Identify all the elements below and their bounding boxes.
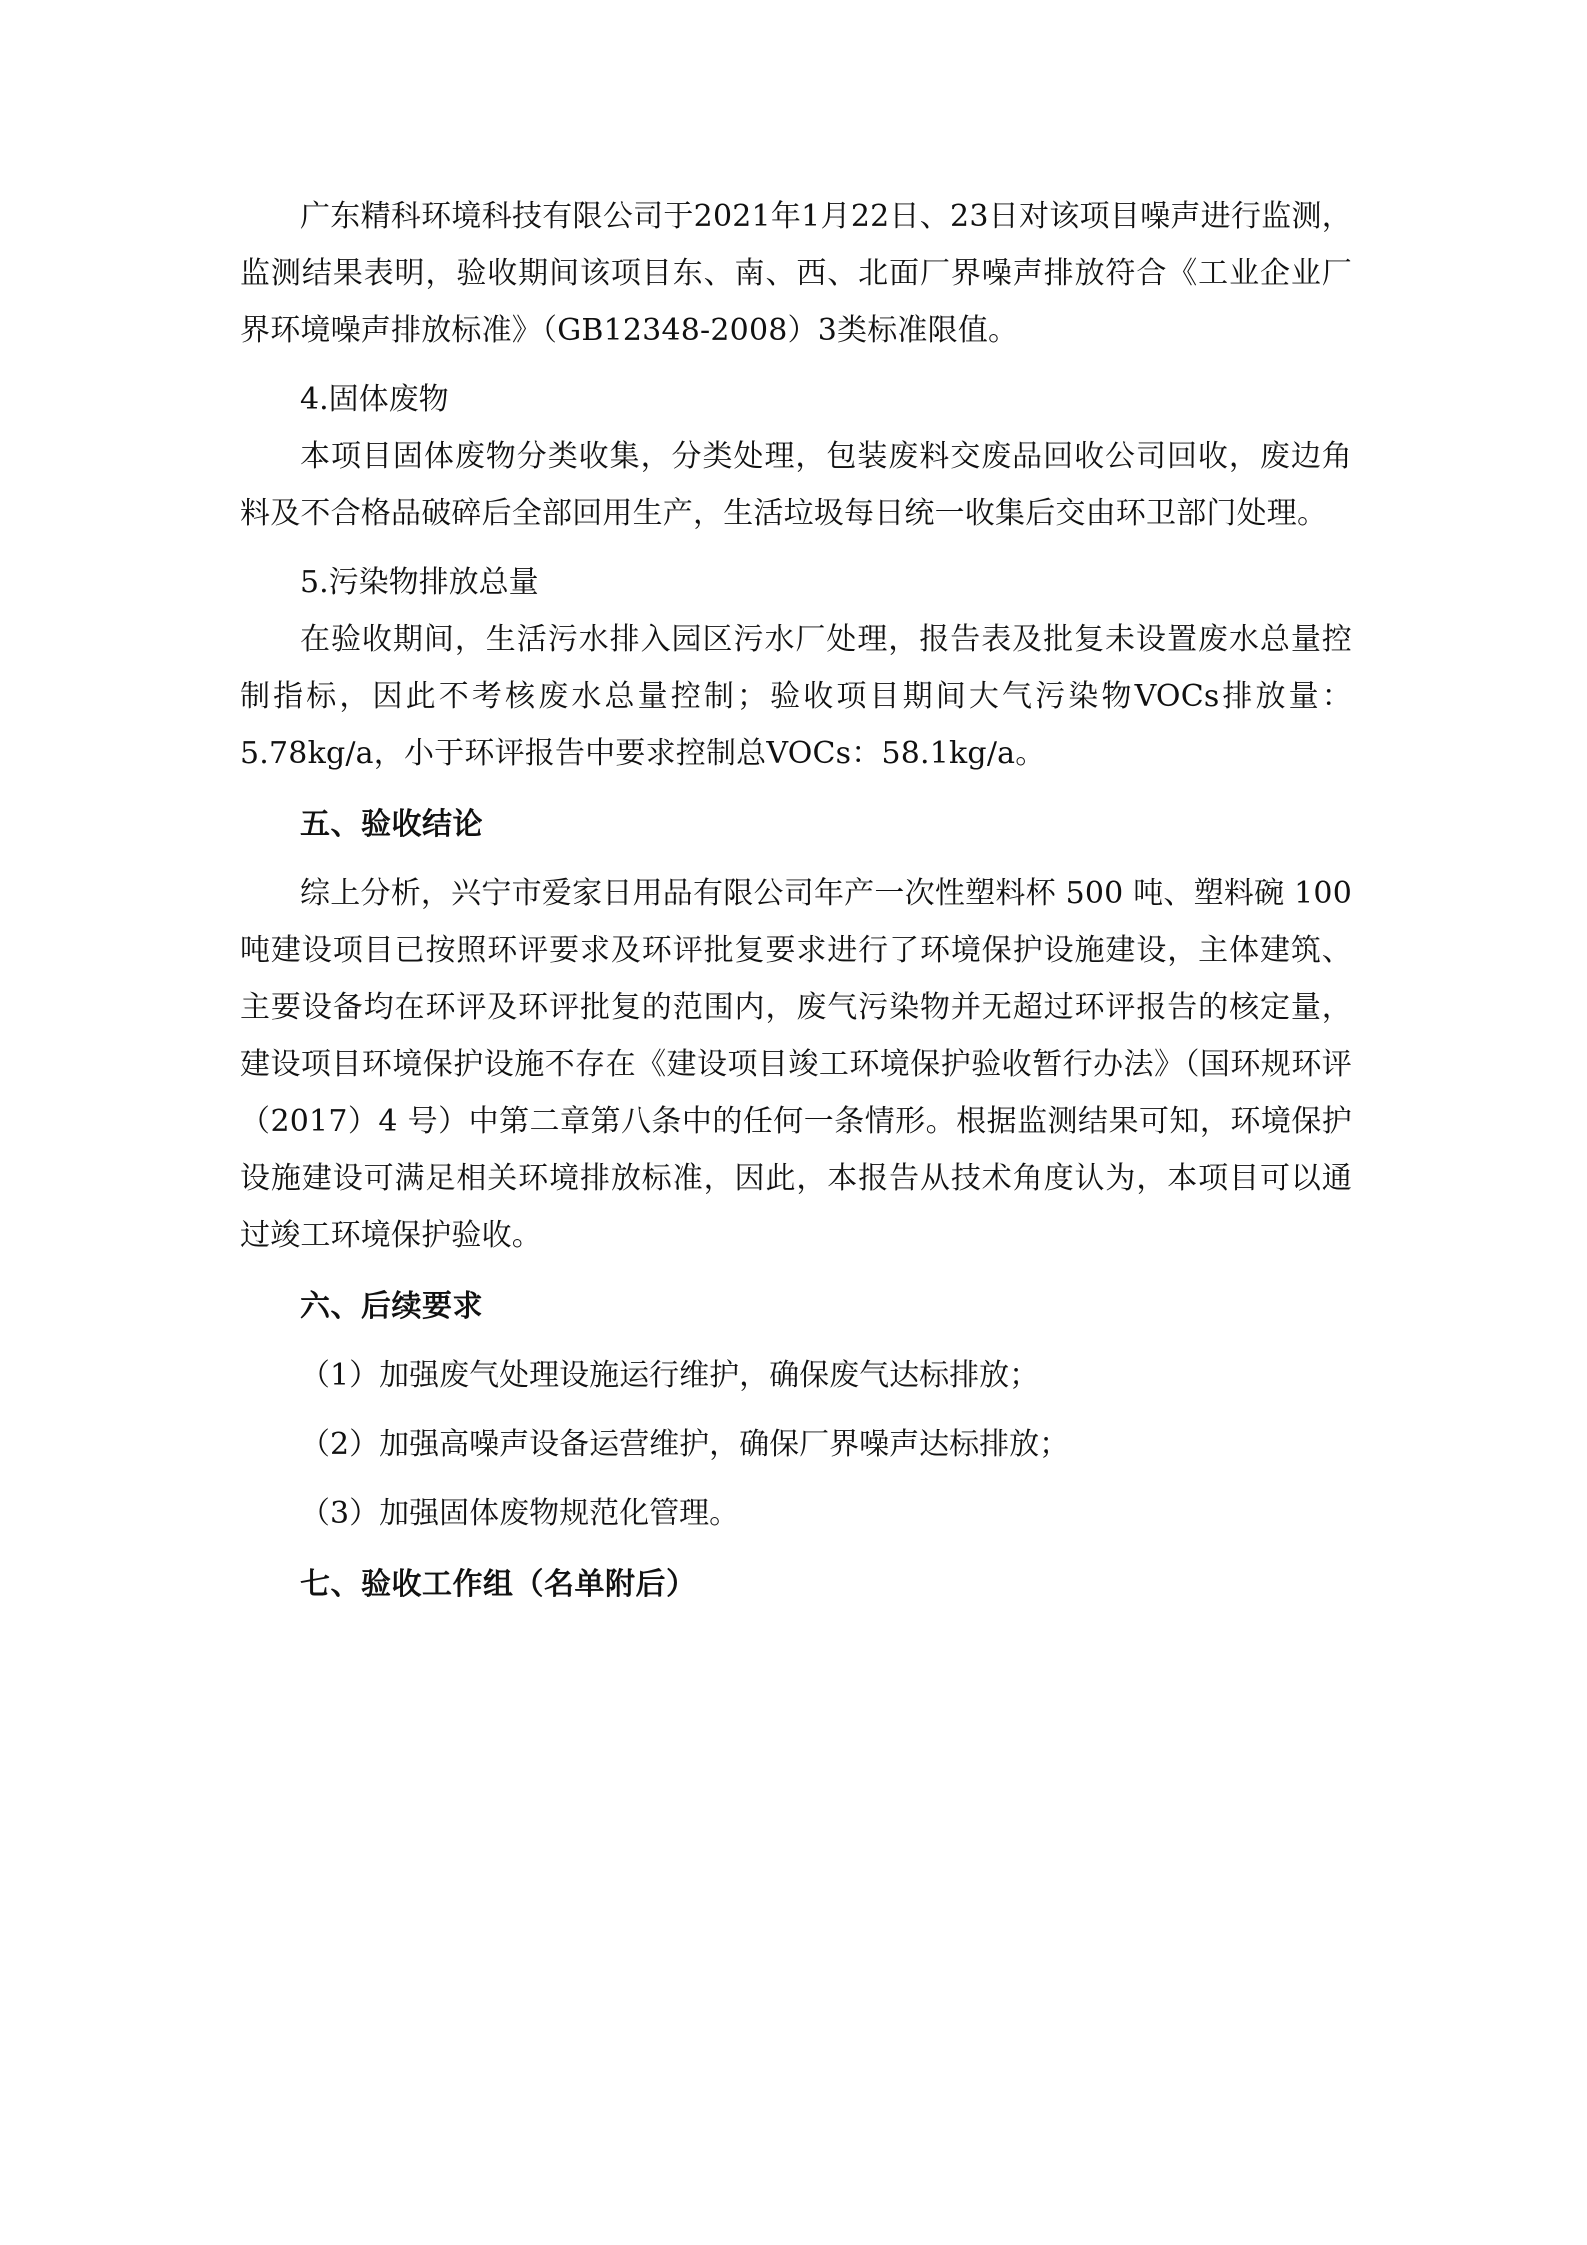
spacer xyxy=(240,1542,1352,1556)
section-5-heading: 五、验收结论 xyxy=(300,807,483,842)
spacer xyxy=(240,1264,1352,1278)
follow-up-item-3: （3）加强固体废物规范化管理。 xyxy=(300,1496,740,1531)
section-7-heading: 七、验收工作组（名单附后） xyxy=(300,1567,697,1602)
section-6-heading: 六、后续要求 xyxy=(300,1289,483,1324)
noise-monitoring-paragraph: 广东精科环境科技有限公司于2021年1月22日、23日对该项目噪声进行监测，监测结果表明，验收期间该项目东、南、西、北面厂界噪声排放符合《工业企业厂界环境噪声排放标准》（GB12348-2008）3类标准限值。 xyxy=(240,199,1352,348)
follow-up-item-2: （2）加强高噪声设备运营维护，确保厂界噪声达标排放； xyxy=(300,1427,1070,1462)
acceptance-conclusion-paragraph: 综上分析，兴宁市爱家日用品有限公司年产一次性塑料杯 500 吨、塑料碗 100 吨建设项目已按照环评要求及环评批复要求进行了环境保护设施建设，主体建筑、主要设备均在环评及环评批复的范围内，废气污染物并无超过环评报告的核定量，建设项目环境保护设施不存在《建设项目竣工环境保护验收暂行办法》（国环规环评（2017）4 号）中第二章第八条中的任何一条情形。根据监测结果可知，环境保护设施建设可满足相关环境排放标准，因此，本报告从技术角度认为，本项目可以通过竣工环境保护验收。 xyxy=(240,876,1352,1253)
spacer xyxy=(240,782,1352,796)
solid-waste-heading: 4.固体废物 xyxy=(300,382,449,417)
solid-waste-paragraph: 本项目固体废物分类收集，分类处理，包装废料交废品回收公司回收，废边角料及不合格品破碎后全部回用生产，生活垃圾每日统一收集后交由环卫部门处理。 xyxy=(240,439,1352,531)
spacer xyxy=(240,853,1352,865)
spacer xyxy=(240,1335,1352,1347)
spacer xyxy=(240,359,1352,371)
pollutant-total-heading: 5.污染物排放总量 xyxy=(300,565,539,600)
document-body xyxy=(240,188,1352,1613)
follow-up-item-1: （1）加强废气处理设施运行维护，确保废气达标排放； xyxy=(300,1358,1040,1393)
spacer xyxy=(240,1404,1352,1416)
pollutant-total-paragraph: 在验收期间，生活污水排入园区污水厂处理，报告表及批复未设置废水总量控制指标，因此不考核废水总量控制；验收项目期间大气污染物VOCs排放量：5.78kg/a，小于环评报告中要求控制总VOCs：58.1kg/a。 xyxy=(240,622,1352,771)
spacer xyxy=(240,542,1352,554)
spacer xyxy=(240,1473,1352,1485)
